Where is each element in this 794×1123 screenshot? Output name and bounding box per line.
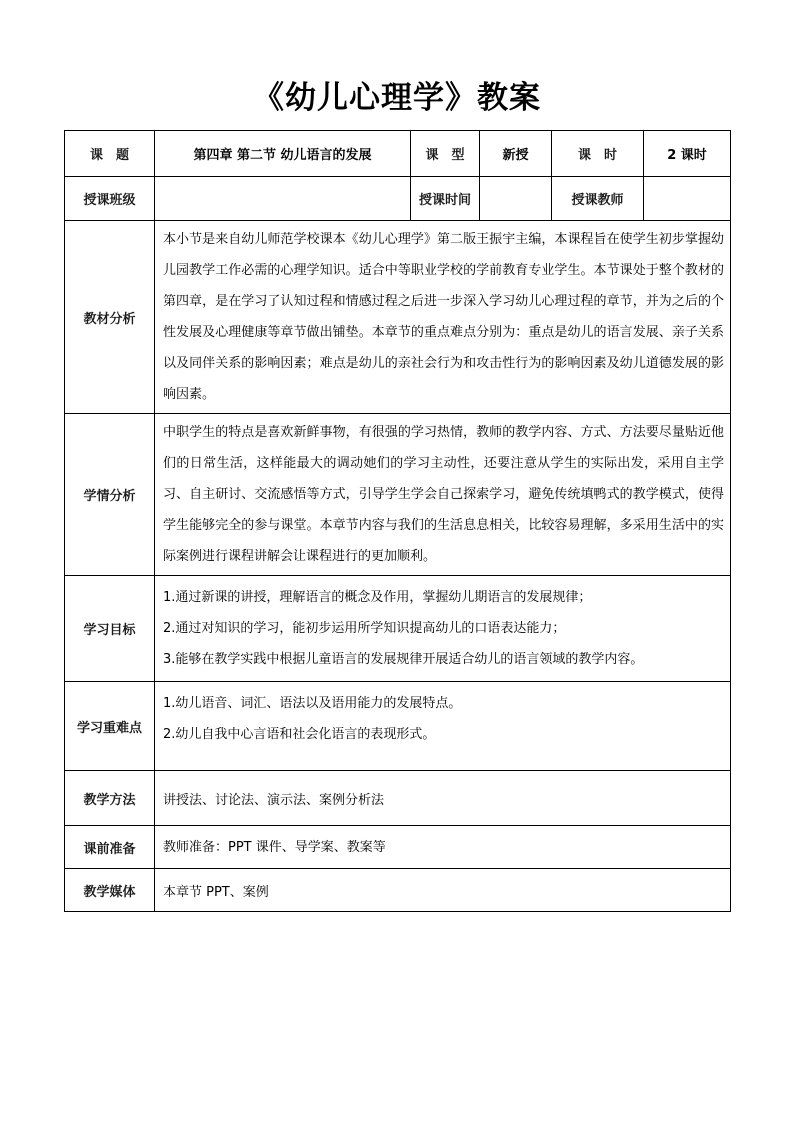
header-row <box>65 131 731 177</box>
key-points-list <box>155 682 731 771</box>
document-title: 《幼儿心理学》教案 <box>253 80 541 116</box>
key-points-row <box>65 682 731 771</box>
topic-value: 第四章 第二节 幼儿语言的发展 <box>155 131 411 177</box>
hours-label: 课 时 <box>552 131 644 177</box>
material-analysis-text: 本小节是来自幼儿师范学校课本《幼儿心理学》第二版王振宇主编，本课程旨在使学生初步掌握幼儿园教学工作必需的心理学知识。适合中等职业学校的学前教育专业学生。本节课处于整个教材的第四章，是在学习了认知过程和情感过程之后进一步深入学习幼儿心理过程的章节，并为之后的个性发展及心理健康等章节做出铺垫。本章节的重点难点分别为：重点是幼儿的语言发展、亲子关系以及同伴关系的影响因素；难点是幼儿的亲社会行为和攻击性行为的影响因素及幼儿道德发展的影响因素。 <box>155 221 731 414</box>
teacher-value[interactable] <box>644 177 731 221</box>
time-label: 授课时间 <box>411 177 480 221</box>
hours-value: 2 课时 <box>644 131 731 177</box>
key-points-label: 学习重难点 <box>65 682 155 771</box>
key-point-item: 1.幼儿语音、词汇、语法以及语用能力的发展特点。 <box>163 696 462 711</box>
time-value[interactable] <box>480 177 552 221</box>
student-analysis-row <box>65 414 731 576</box>
key-point-item: 2.幼儿自我中心言语和社会化语言的表现形式。 <box>163 727 436 742</box>
student-analysis-text: 中职学生的特点是喜欢新鲜事物，有很强的学习热情，教师的教学内容、方式、方法要尽量贴近他们的日常生活，这样能最大的调动她们的学习主动性，还要注意从学生的实际出发，采用自主学习、自主研讨、交流感悟等方式，引导学生学会自己探索学习，避免传统填鸭式的教学模式，使得学生能够完全的参与课堂。本章节内容与我们的生活息息相关，比较容易理解，多采用生活中的实际案例进行课程讲解会让课程进行的更加顺利。 <box>155 414 731 576</box>
methods-row <box>65 771 731 826</box>
type-value: 新授 <box>480 131 552 177</box>
objective-item: 3.能够在教学实践中根据儿童语言的发展规律开展适合幼儿的语言领域的教学内容。 <box>163 652 644 667</box>
class-value[interactable] <box>155 177 411 221</box>
material-analysis-row <box>65 221 731 414</box>
material-analysis-label: 教材分析 <box>65 221 155 414</box>
preparation-row <box>65 826 731 869</box>
type-label: 课 型 <box>411 131 480 177</box>
methods-label: 教学方法 <box>65 771 155 826</box>
objectives-list <box>155 576 731 682</box>
info-row <box>65 177 731 221</box>
class-label: 授课班级 <box>65 177 155 221</box>
preparation-text: 教师准备：PPT 课件、导学案、教案等 <box>155 826 731 869</box>
lesson-plan-table <box>64 130 731 912</box>
objective-item: 1.通过新课的讲授，理解语言的概念及作用，掌握幼儿期语言的发展规律； <box>163 590 592 605</box>
objective-item: 2.通过对知识的学习，能初步运用所学知识提高幼儿的口语表达能力； <box>163 621 566 636</box>
media-label: 教学媒体 <box>65 869 155 912</box>
methods-text: 讲授法、讨论法、演示法、案例分析法 <box>155 771 731 826</box>
teacher-label: 授课教师 <box>552 177 644 221</box>
objectives-row <box>65 576 731 682</box>
objectives-label: 学习目标 <box>65 576 155 682</box>
media-row <box>65 869 731 912</box>
topic-label: 课 题 <box>65 131 155 177</box>
student-analysis-label: 学情分析 <box>65 414 155 576</box>
preparation-label: 课前准备 <box>65 826 155 869</box>
media-text: 本章节 PPT、案例 <box>155 869 731 912</box>
